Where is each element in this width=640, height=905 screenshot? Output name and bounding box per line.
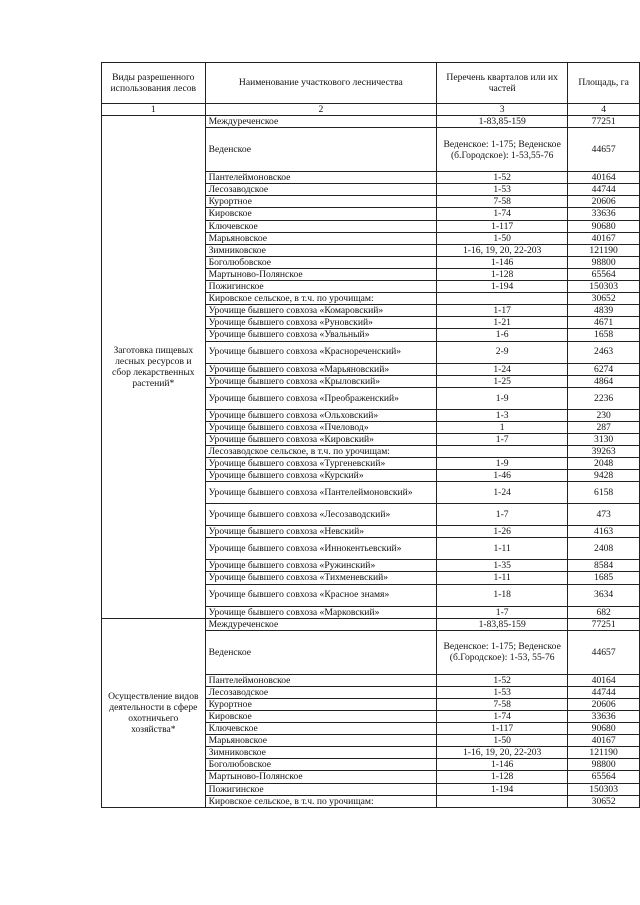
quarters-cell: 1-21 (437, 317, 568, 329)
quarters-cell: 1-16, 19, 20, 22-203 (437, 244, 568, 256)
forestry-name-cell: Урочище бывшего совхоза «Преображенский» (205, 387, 436, 409)
header-forestry-name: Наименование участкового лесничества (205, 63, 436, 104)
table-row (102, 116, 640, 128)
forestry-name-cell: Боголюбовское (205, 256, 436, 268)
area-cell: 30652 (568, 795, 640, 807)
quarters-cell: 1-7 (437, 433, 568, 445)
area-cell: 77251 (568, 618, 640, 630)
forestry-name-cell: Урочище бывшего совхоза «Комаровский» (205, 305, 436, 317)
forestry-name-cell: Зимниковское (205, 747, 436, 759)
area-cell: 3130 (568, 433, 640, 445)
forestry-name-cell: Боголюбовское (205, 759, 436, 771)
quarters-cell: 7-58 (437, 196, 568, 208)
area-cell: 44657 (568, 630, 640, 674)
quarters-cell: 1-128 (437, 771, 568, 783)
forestry-name-cell: Кировское (205, 208, 436, 220)
area-cell: 287 (568, 421, 640, 433)
area-cell: 90680 (568, 723, 640, 735)
area-cell: 1658 (568, 329, 640, 341)
quarters-cell: 1-24 (437, 482, 568, 504)
forestry-name-cell: Лесозаводское (205, 686, 436, 698)
column-number: 1 (102, 104, 206, 116)
quarters-cell: 1-146 (437, 759, 568, 771)
area-cell: 150303 (568, 783, 640, 795)
forestry-name-cell: Курортное (205, 196, 436, 208)
area-cell: 98800 (568, 256, 640, 268)
area-cell: 44657 (568, 128, 640, 172)
use-type-cell: Осуществление видов деятельности в сфере охотничьего хозяйства* (102, 618, 206, 807)
forestry-name-cell: Междуреченское (205, 618, 436, 630)
area-cell: 1685 (568, 572, 640, 584)
area-cell: 2048 (568, 458, 640, 470)
area-cell: 44744 (568, 686, 640, 698)
quarters-cell: 1-83,85-159 (437, 116, 568, 128)
forestry-name-cell: Урочище бывшего совхоза «Ольховский» (205, 409, 436, 421)
forestry-name-cell: Кировское (205, 711, 436, 723)
quarters-cell: 1 (437, 421, 568, 433)
area-cell: 20606 (568, 196, 640, 208)
quarters-cell: 1-74 (437, 711, 568, 723)
area-cell: 39263 (568, 445, 640, 457)
area-cell: 4864 (568, 375, 640, 387)
area-cell: 473 (568, 504, 640, 526)
forestry-name-cell: Кировское сельское, в т.ч. по урочищам: (205, 795, 436, 807)
forestry-name-cell: Курортное (205, 698, 436, 710)
forestry-name-cell: Урочище бывшего совхоза «Тургеневский» (205, 458, 436, 470)
forestry-name-cell: Урочище бывшего совхоза «Иннокентьевский» (205, 538, 436, 560)
quarters-cell: 1-117 (437, 220, 568, 232)
forestry-name-cell: Марьяновское (205, 735, 436, 747)
forestry-name-cell: Веденское (205, 128, 436, 172)
quarters-cell: 1-24 (437, 363, 568, 375)
quarters-cell: 1-9 (437, 387, 568, 409)
quarters-cell: 1-52 (437, 674, 568, 686)
area-cell: 40164 (568, 172, 640, 184)
area-cell: 40164 (568, 674, 640, 686)
area-cell: 3634 (568, 584, 640, 606)
quarters-cell: 2-9 (437, 341, 568, 363)
quarters-cell: 1-53 (437, 184, 568, 196)
area-cell: 98800 (568, 759, 640, 771)
forestry-name-cell: Урочище бывшего совхоза «Крыловский» (205, 375, 436, 387)
forestry-name-cell: Урочище бывшего совхоза «Пчеловод» (205, 421, 436, 433)
quarters-cell: 1-83,85-159 (437, 618, 568, 630)
quarters-cell: 1-128 (437, 268, 568, 280)
quarters-cell: 1-35 (437, 560, 568, 572)
column-number-row (102, 104, 640, 116)
quarters-cell: 1-117 (437, 723, 568, 735)
forestry-name-cell: Урочище бывшего совхоза «Руновский» (205, 317, 436, 329)
area-cell: 682 (568, 606, 640, 618)
area-cell: 65564 (568, 771, 640, 783)
quarters-cell: 1-7 (437, 606, 568, 618)
quarters-cell: 1-74 (437, 208, 568, 220)
header-use-type: Виды разрешенного использования лесов (102, 63, 206, 104)
area-cell: 40167 (568, 735, 640, 747)
area-cell: 33636 (568, 208, 640, 220)
forestry-name-cell: Мартыново-Полянское (205, 771, 436, 783)
quarters-cell: 1-26 (437, 526, 568, 538)
table-header-row (102, 63, 640, 104)
forestry-name-cell: Урочище бывшего совхоза «Лесозаводский» (205, 504, 436, 526)
forestry-name-cell: Ключевское (205, 723, 436, 735)
forestry-name-cell: Урочище бывшего совхоза «Тихменевский» (205, 572, 436, 584)
quarters-cell: 1-146 (437, 256, 568, 268)
header-quarters: Перечень кварталов или их частей (437, 63, 568, 104)
area-cell: 9428 (568, 470, 640, 482)
quarters-cell: 1-6 (437, 329, 568, 341)
column-number: 4 (568, 104, 640, 116)
area-cell: 230 (568, 409, 640, 421)
quarters-cell: 1-16, 19, 20, 22-203 (437, 747, 568, 759)
area-cell: 4839 (568, 305, 640, 317)
area-cell: 6274 (568, 363, 640, 375)
quarters-cell: 1-17 (437, 305, 568, 317)
forestry-name-cell: Зимниковское (205, 244, 436, 256)
quarters-cell: Веденское: 1-175; Веденское (б.Городское): 1-53,55-76 (437, 128, 568, 172)
area-cell: 20606 (568, 698, 640, 710)
forestry-name-cell: Кировское сельское, в т.ч. по урочищам: (205, 293, 436, 305)
forestry-name-cell: Пантелеймоновское (205, 674, 436, 686)
quarters-cell: 1-25 (437, 375, 568, 387)
forestry-name-cell: Междуреченское (205, 116, 436, 128)
quarters-cell: 1-11 (437, 538, 568, 560)
area-cell: 4671 (568, 317, 640, 329)
area-cell: 40167 (568, 232, 640, 244)
forestry-name-cell: Урочище бывшего совхоза «Марковский» (205, 606, 436, 618)
area-cell: 8584 (568, 560, 640, 572)
area-cell: 65564 (568, 268, 640, 280)
forestry-name-cell: Лесозаводское сельское, в т.ч. по урочищам: (205, 445, 436, 457)
forestry-name-cell: Урочище бывшего совхоза «Увальный» (205, 329, 436, 341)
quarters-cell: 1-52 (437, 172, 568, 184)
area-cell: 90680 (568, 220, 640, 232)
quarters-cell (437, 293, 568, 305)
quarters-cell: 1-50 (437, 232, 568, 244)
quarters-cell: 1-50 (437, 735, 568, 747)
area-cell: 4163 (568, 526, 640, 538)
forestry-name-cell: Урочище бывшего совхоза «Красное знамя» (205, 584, 436, 606)
quarters-cell: 1-11 (437, 572, 568, 584)
area-cell: 121190 (568, 747, 640, 759)
forestry-name-cell: Веденское (205, 630, 436, 674)
forestry-name-cell: Урочище бывшего совхоза «Невский» (205, 526, 436, 538)
area-cell: 77251 (568, 116, 640, 128)
forestry-name-cell: Урочище бывшего совхоза «Пантелеймоновский» (205, 482, 436, 504)
area-cell: 121190 (568, 244, 640, 256)
quarters-cell (437, 795, 568, 807)
quarters-cell: Веденское: 1-175; Веденское (б.Городское): 1-53, 55-76 (437, 630, 568, 674)
forestry-name-cell: Урочище бывшего совхоза «Ружинский» (205, 560, 436, 572)
column-number: 3 (437, 104, 568, 116)
quarters-cell: 1-18 (437, 584, 568, 606)
quarters-cell: 1-53 (437, 686, 568, 698)
quarters-cell: 1-7 (437, 504, 568, 526)
quarters-cell: 1-194 (437, 281, 568, 293)
forestry-name-cell: Пожигинское (205, 783, 436, 795)
forest-use-table (101, 62, 640, 808)
column-number: 2 (205, 104, 436, 116)
forestry-name-cell: Урочище бывшего совхоза «Курский» (205, 470, 436, 482)
forestry-name-cell: Урочище бывшего совхоза «Кировский» (205, 433, 436, 445)
area-cell: 33636 (568, 711, 640, 723)
table-row (102, 618, 640, 630)
quarters-cell: 1-194 (437, 783, 568, 795)
forestry-name-cell: Урочище бывшего совхоза «Краснореченский» (205, 341, 436, 363)
area-cell: 2236 (568, 387, 640, 409)
forestry-name-cell: Лесозаводское (205, 184, 436, 196)
forestry-name-cell: Пантелеймоновское (205, 172, 436, 184)
quarters-cell: 1-9 (437, 458, 568, 470)
forestry-name-cell: Пожигинское (205, 281, 436, 293)
use-type-cell: Заготовка пищевых лесных ресурсов и сбор лекарственных растений* (102, 116, 206, 619)
area-cell: 2463 (568, 341, 640, 363)
quarters-cell: 1-46 (437, 470, 568, 482)
forestry-name-cell: Ключевское (205, 220, 436, 232)
header-area: Площадь, га (568, 63, 640, 104)
area-cell: 44744 (568, 184, 640, 196)
quarters-cell: 1-3 (437, 409, 568, 421)
area-cell: 150303 (568, 281, 640, 293)
quarters-cell: 7-58 (437, 698, 568, 710)
area-cell: 2408 (568, 538, 640, 560)
forestry-name-cell: Урочище бывшего совхоза «Марьяновский» (205, 363, 436, 375)
area-cell: 30652 (568, 293, 640, 305)
area-cell: 6158 (568, 482, 640, 504)
quarters-cell (437, 445, 568, 457)
forestry-name-cell: Мартыново-Полянское (205, 268, 436, 280)
forestry-name-cell: Марьяновское (205, 232, 436, 244)
